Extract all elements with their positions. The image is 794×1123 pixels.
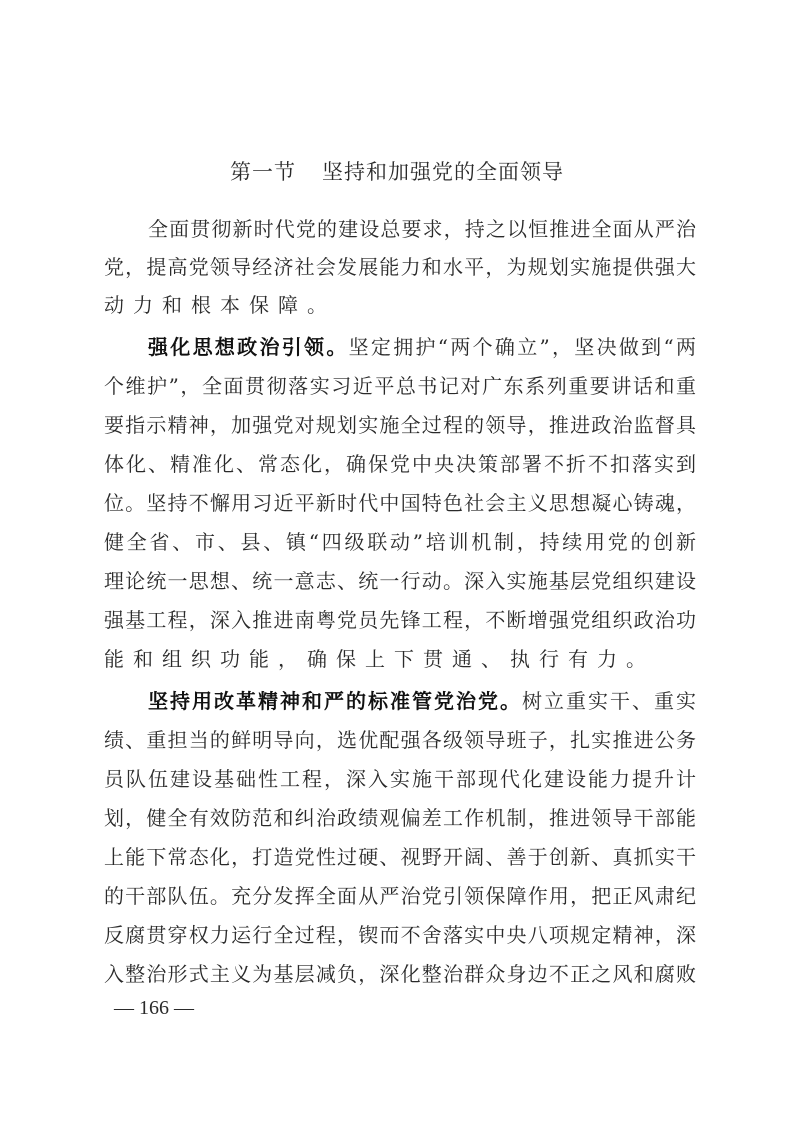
bold-lead: 坚持用改革精神和严的标准管党治党。 xyxy=(148,689,522,713)
paragraph-line: 强化思想政治引领。坚定拥护“两个确立”，坚决做到“两 xyxy=(148,335,696,359)
paragraph-line: 强基工程，深入推进南粤党员先锋工程，不断增强党组织政治功 xyxy=(104,608,696,632)
paragraph-line: 理论统一思想、统一意志、统一行动。深入实施基层党组织建设 xyxy=(104,569,696,593)
paragraph-line: 员队伍建设基础性工程，深入实施干部现代化建设能力提升计 xyxy=(104,767,696,791)
paragraph-line: 能和组织功能，确保上下贯通、执行有力。 xyxy=(104,647,655,671)
paragraph-line: 动力和根本保障。 xyxy=(104,293,336,317)
bold-lead: 强化思想政治引领。 xyxy=(148,335,349,359)
paragraph-line: 反腐贯穿权力运行全过程，锲而不舍落实中央八项规定精神，深 xyxy=(104,923,696,947)
paragraph-line: 健全省、市、县、镇“四级联动”培训机制，持续用党的创新 xyxy=(104,530,696,554)
paragraph-line: 全面贯彻新时代党的建设总要求，持之以恒推进全面从严治 xyxy=(148,217,696,241)
section-heading xyxy=(0,156,794,186)
paragraph-line: 上能下常态化，打造党性过硬、视野开阔、善于创新、真抓实干 xyxy=(104,845,696,869)
page-number: — 166 — xyxy=(114,997,194,1019)
paragraph-line: 划，健全有效防范和纠治政绩观偏差工作机制，推进领导干部能 xyxy=(104,806,696,830)
paragraph-line: 绩、重担当的鲜明导向，选优配强各级领导班子，扎实推进公务 xyxy=(104,728,696,752)
section-title: 坚持和加强党的全面领导 xyxy=(322,160,564,184)
section-number: 第一节 xyxy=(230,160,296,184)
paragraph-line: 坚持用改革精神和严的标准管党治党。树立重实干、重实 xyxy=(148,689,696,713)
paragraph-line: 位。坚持不懈用习近平新时代中国特色社会主义思想凝心铸魂， xyxy=(104,491,696,515)
paragraph-line: 入整治形式主义为基层减负，深化整治群众身边不正之风和腐败 xyxy=(104,962,696,986)
paragraph-line: 体化、精准化、常态化，确保党中央决策部署不折不扣落实到 xyxy=(104,452,696,476)
paragraph-line: 个维护”，全面贯彻落实习近平总书记对广东系列重要讲话和重 xyxy=(104,374,696,398)
paragraph-line: 党，提高党领导经济社会发展能力和水平，为规划实施提供强大 xyxy=(104,255,696,279)
paragraph-line: 的干部队伍。充分发挥全面从严治党引领保障作用，把正风肃纪 xyxy=(104,884,696,908)
paragraph-line: 要指示精神，加强党对规划实施全过程的领导，推进政治监督具 xyxy=(104,413,696,437)
